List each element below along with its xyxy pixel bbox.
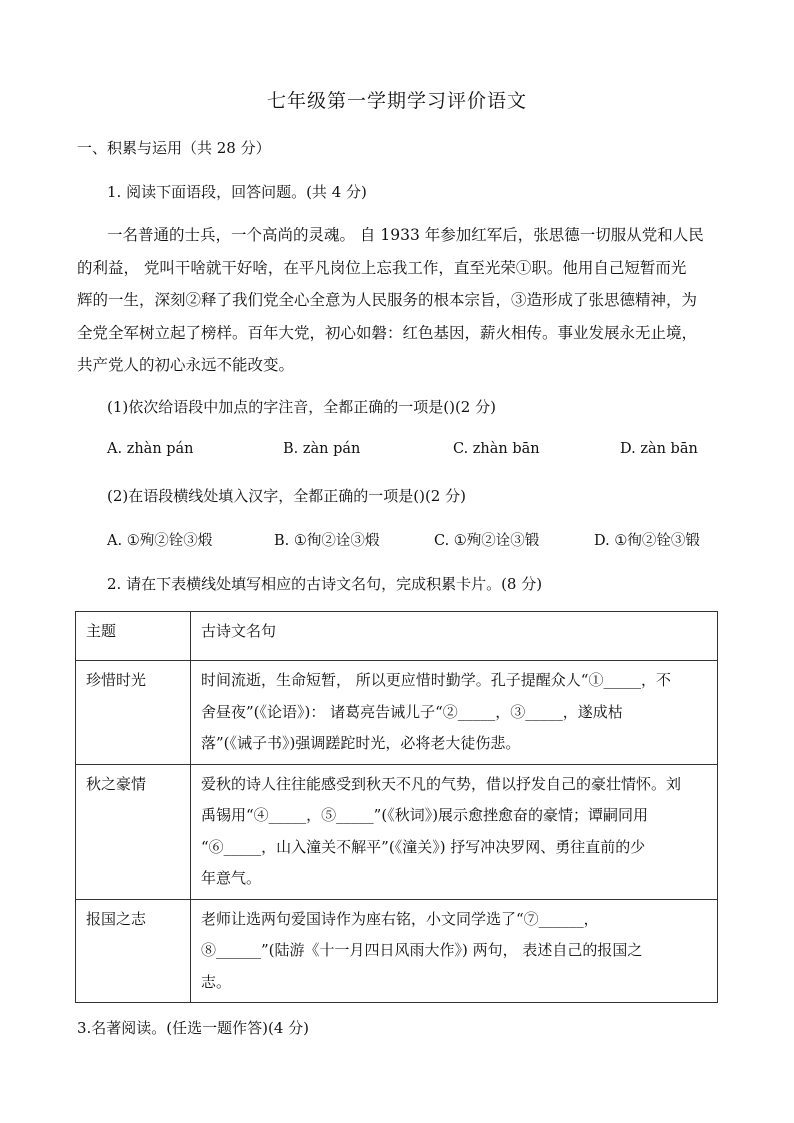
option-b: B. zàn pán	[283, 441, 361, 457]
row-content: 爱秋的诗人往往能感受到秋天不凡的气势，借以抒发自己的豪壮情怀。刘 禹锡用“④_____，⑤_____”(《秋词》)展示愈挫愈奋的豪情；谭嗣同用 “⑥_____，山入潼关不解平”(《潼关》) 抒写冲决罗网、勇往直前的少 年意气。	[191, 764, 718, 899]
question-3-heading: 3.名著阅读。(任选一题作答)(4 分)	[77, 1019, 310, 1037]
subquestion-1-stem: (1)依次给语段中加点的字注音，全都正确的一项是()(2 分)	[107, 398, 496, 416]
question-1-heading: 1. 阅读下面语段，回答问题。(共 4 分)	[107, 183, 367, 201]
option-a: A. ①殉②铨③煅	[107, 533, 213, 549]
option-c: C. zhàn bān	[453, 441, 540, 457]
table-row	[76, 899, 718, 1003]
row-content: 时间流逝，生命短暂， 所以更应惜时勤学。孔子提醒众人“①_____，不 舍昼夜”(《论语》)： 诸葛亮告诫儿子“②_____，③_____，遂成枯 落”(《诫子书》)强调蹉跎时光，必将老大徒伤悲。	[191, 661, 718, 765]
row-theme: 秋之豪情	[76, 764, 191, 899]
table-row	[76, 661, 718, 765]
passage-line: 辉的一生，深刻②释了我们党全心全意为人民服务的根本宗旨，③造形成了张思德精神，为	[77, 291, 698, 309]
header-quotes: 古诗文名句	[191, 612, 718, 661]
header-theme: 主题	[76, 612, 191, 661]
option-a: A. zhàn pán	[107, 441, 194, 457]
row-content: 老师让选两句爱国诗作为座右铭，小文同学选了“⑦______， ⑧______”(陆游《十一月四日风雨大作》) 两句， 表述自己的报国之 志。	[191, 899, 718, 1003]
table-header-row	[76, 612, 718, 661]
reading-passage	[77, 219, 717, 382]
accumulation-card-table	[75, 611, 718, 1003]
subquestion-2-stem: (2)在语段横线处填入汉字，全都正确的一项是()(2 分)	[107, 487, 466, 505]
row-theme: 报国之志	[76, 899, 191, 1003]
row-theme: 珍惜时光	[76, 661, 191, 765]
option-d: D. ①徇②铨③锻	[594, 533, 700, 549]
page-title: 七年级第一学期学习评价语文	[266, 90, 527, 112]
question-2-heading: 2. 请在下表横线处填写相应的古诗文名句，完成积累卡片。(8 分)	[107, 575, 543, 593]
passage-line: 全党全军树立起了榜样。百年大党，初心如磐：红色基因，薪火相传。事业发展永无止境，	[77, 323, 698, 342]
option-c: C. ①殉②诠③锻	[434, 533, 540, 549]
passage-line: 一名普通的士兵，一个高尚的灵魂。 自 1933 年参加红军后，张思德一切服从党和人民	[107, 226, 704, 244]
passage-line: 的利益， 党叫干啥就干好啥，在平凡岗位上忘我工作，直至光荣①职。他用自己短暂而光	[77, 258, 687, 277]
option-b: B. ①徇②诠③煅	[274, 533, 380, 549]
section-heading: 一、积累与运用（共 28 分）	[77, 139, 271, 157]
option-d: D. zàn bān	[620, 441, 698, 457]
passage-line: 共产党人的初心永远不能改变。	[77, 356, 295, 374]
table-row	[76, 764, 718, 899]
